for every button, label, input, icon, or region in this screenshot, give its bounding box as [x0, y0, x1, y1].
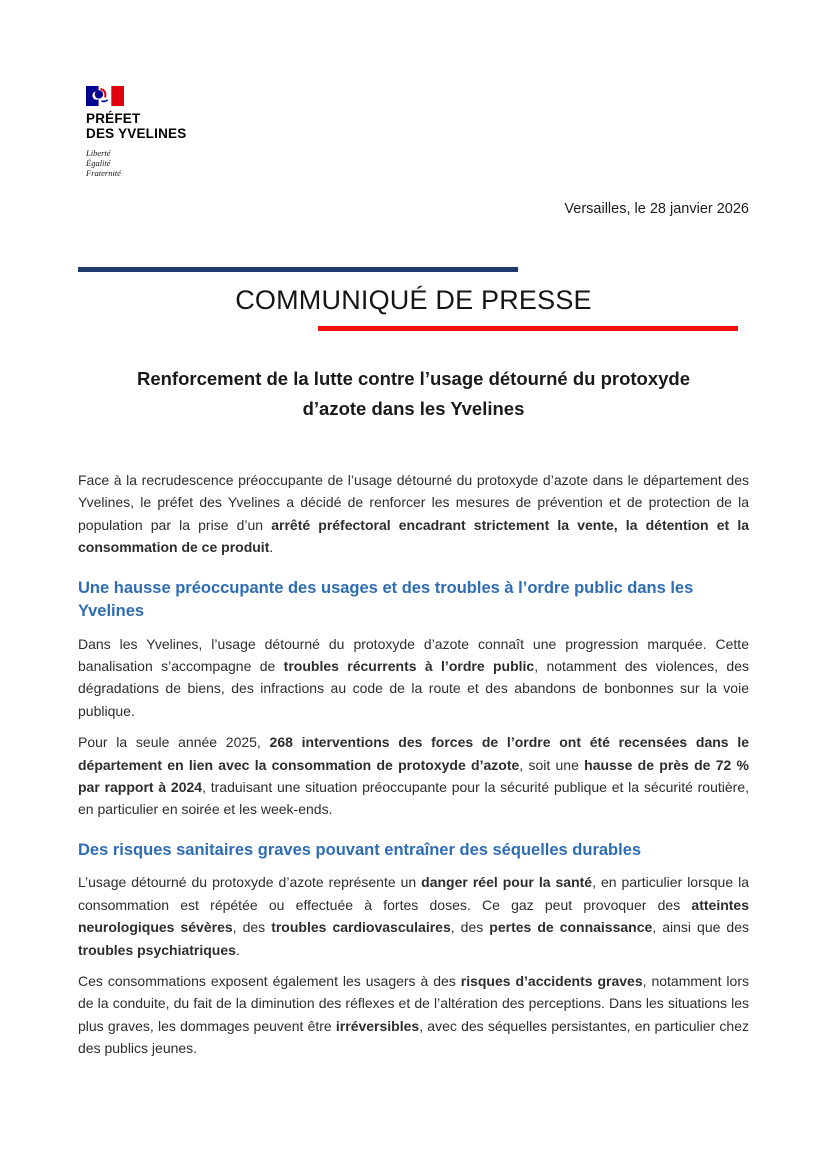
press-release-banner-title: COMMUNIQUÉ DE PRESSE: [235, 285, 592, 315]
prefecture-name-line1: PRÉFET: [86, 111, 141, 126]
republic-motto: [86, 148, 216, 178]
prefecture-name-line2: DES YVELINES: [86, 126, 187, 141]
prefecture-logo: [86, 86, 216, 178]
banner-red-rule: [318, 326, 738, 331]
motto-liberte: Liberté: [86, 148, 111, 158]
motto-fraternite: Fraternité: [86, 168, 121, 178]
prefecture-name: [86, 111, 216, 141]
section-heading-public-order: Une hausse préoccupante des usages et des troubles à l’ordre public dans les Yvelines: [78, 578, 694, 621]
paragraph-usage-progression: Dans les Yvelines, l’usage détourné du protoxyde d’azote connaît une progression marquée. Cette banalisation s’accompagne de troubles récurrents à l’ordre public, notamment des violences, des dégradations de biens, des infractions au code de la route et des abandons de bonbonnes sur la voie publique.: [78, 635, 749, 719]
section-heading-health-risks: Des risques sanitaires graves pouvant entraîner des séquelles durables: [78, 840, 642, 859]
page-content: [0, 86, 826, 1060]
paragraph-health-dangers: L’usage détourné du protoxyde d’azote représente un danger réel pour la santé, en particulier lorsque la consommation est répétée ou effectuée à fortes doses. Ce gaz peut provoquer des atteintes neurologiques sévères, des troubles cardiovasculaires, des pertes de connaissance, ainsi que des troubles psychiatriques.: [78, 874, 750, 958]
banner-blue-rule: [78, 267, 518, 272]
document-headline: Renforcement de la lutte contre l’usage détourné du protoxyde d’azote dans les Yvelines: [136, 368, 691, 419]
paragraph-accident-risks: Ces consommations exposent également les usagers à des risques d’accidents graves, notamment lors de la conduite, du fait de la diminution des réflexes et de l’altération des perceptions. Dans les situations les plus graves, les dommages peuvent être irréversibles, avec des séquelles persistantes, en particulier chez des publics jeunes.: [78, 973, 750, 1057]
dateline: Versailles, le 28 janvier 2026: [564, 201, 749, 217]
motto-egalite: Égalité: [86, 158, 111, 168]
paragraph-interventions-2025: Pour la seule année 2025, 268 interventions des forces de l’ordre ont été recensées dans le département en lien avec la consommation de protoxyde d’azote, soit une hausse de près de 72 % par rapport à 2024, traduisant une situation préoccupante pour la sécurité publique et la sécurité routière, en particulier en soirée et les week-ends.: [78, 734, 750, 818]
french-flag-marianne-icon: [86, 86, 216, 106]
paragraph-intro: Face à la recrudescence préoccupante de l’usage détourné du protoxyde d’azote dans le département des Yvelines, le préfet des Yvelines a décidé de renforcer les mesures de prévention et de protection de la population par la prise d’un arrêté préfectoral encadrant strictement la vente, la détention et la consommation de ce produit.: [78, 472, 749, 556]
